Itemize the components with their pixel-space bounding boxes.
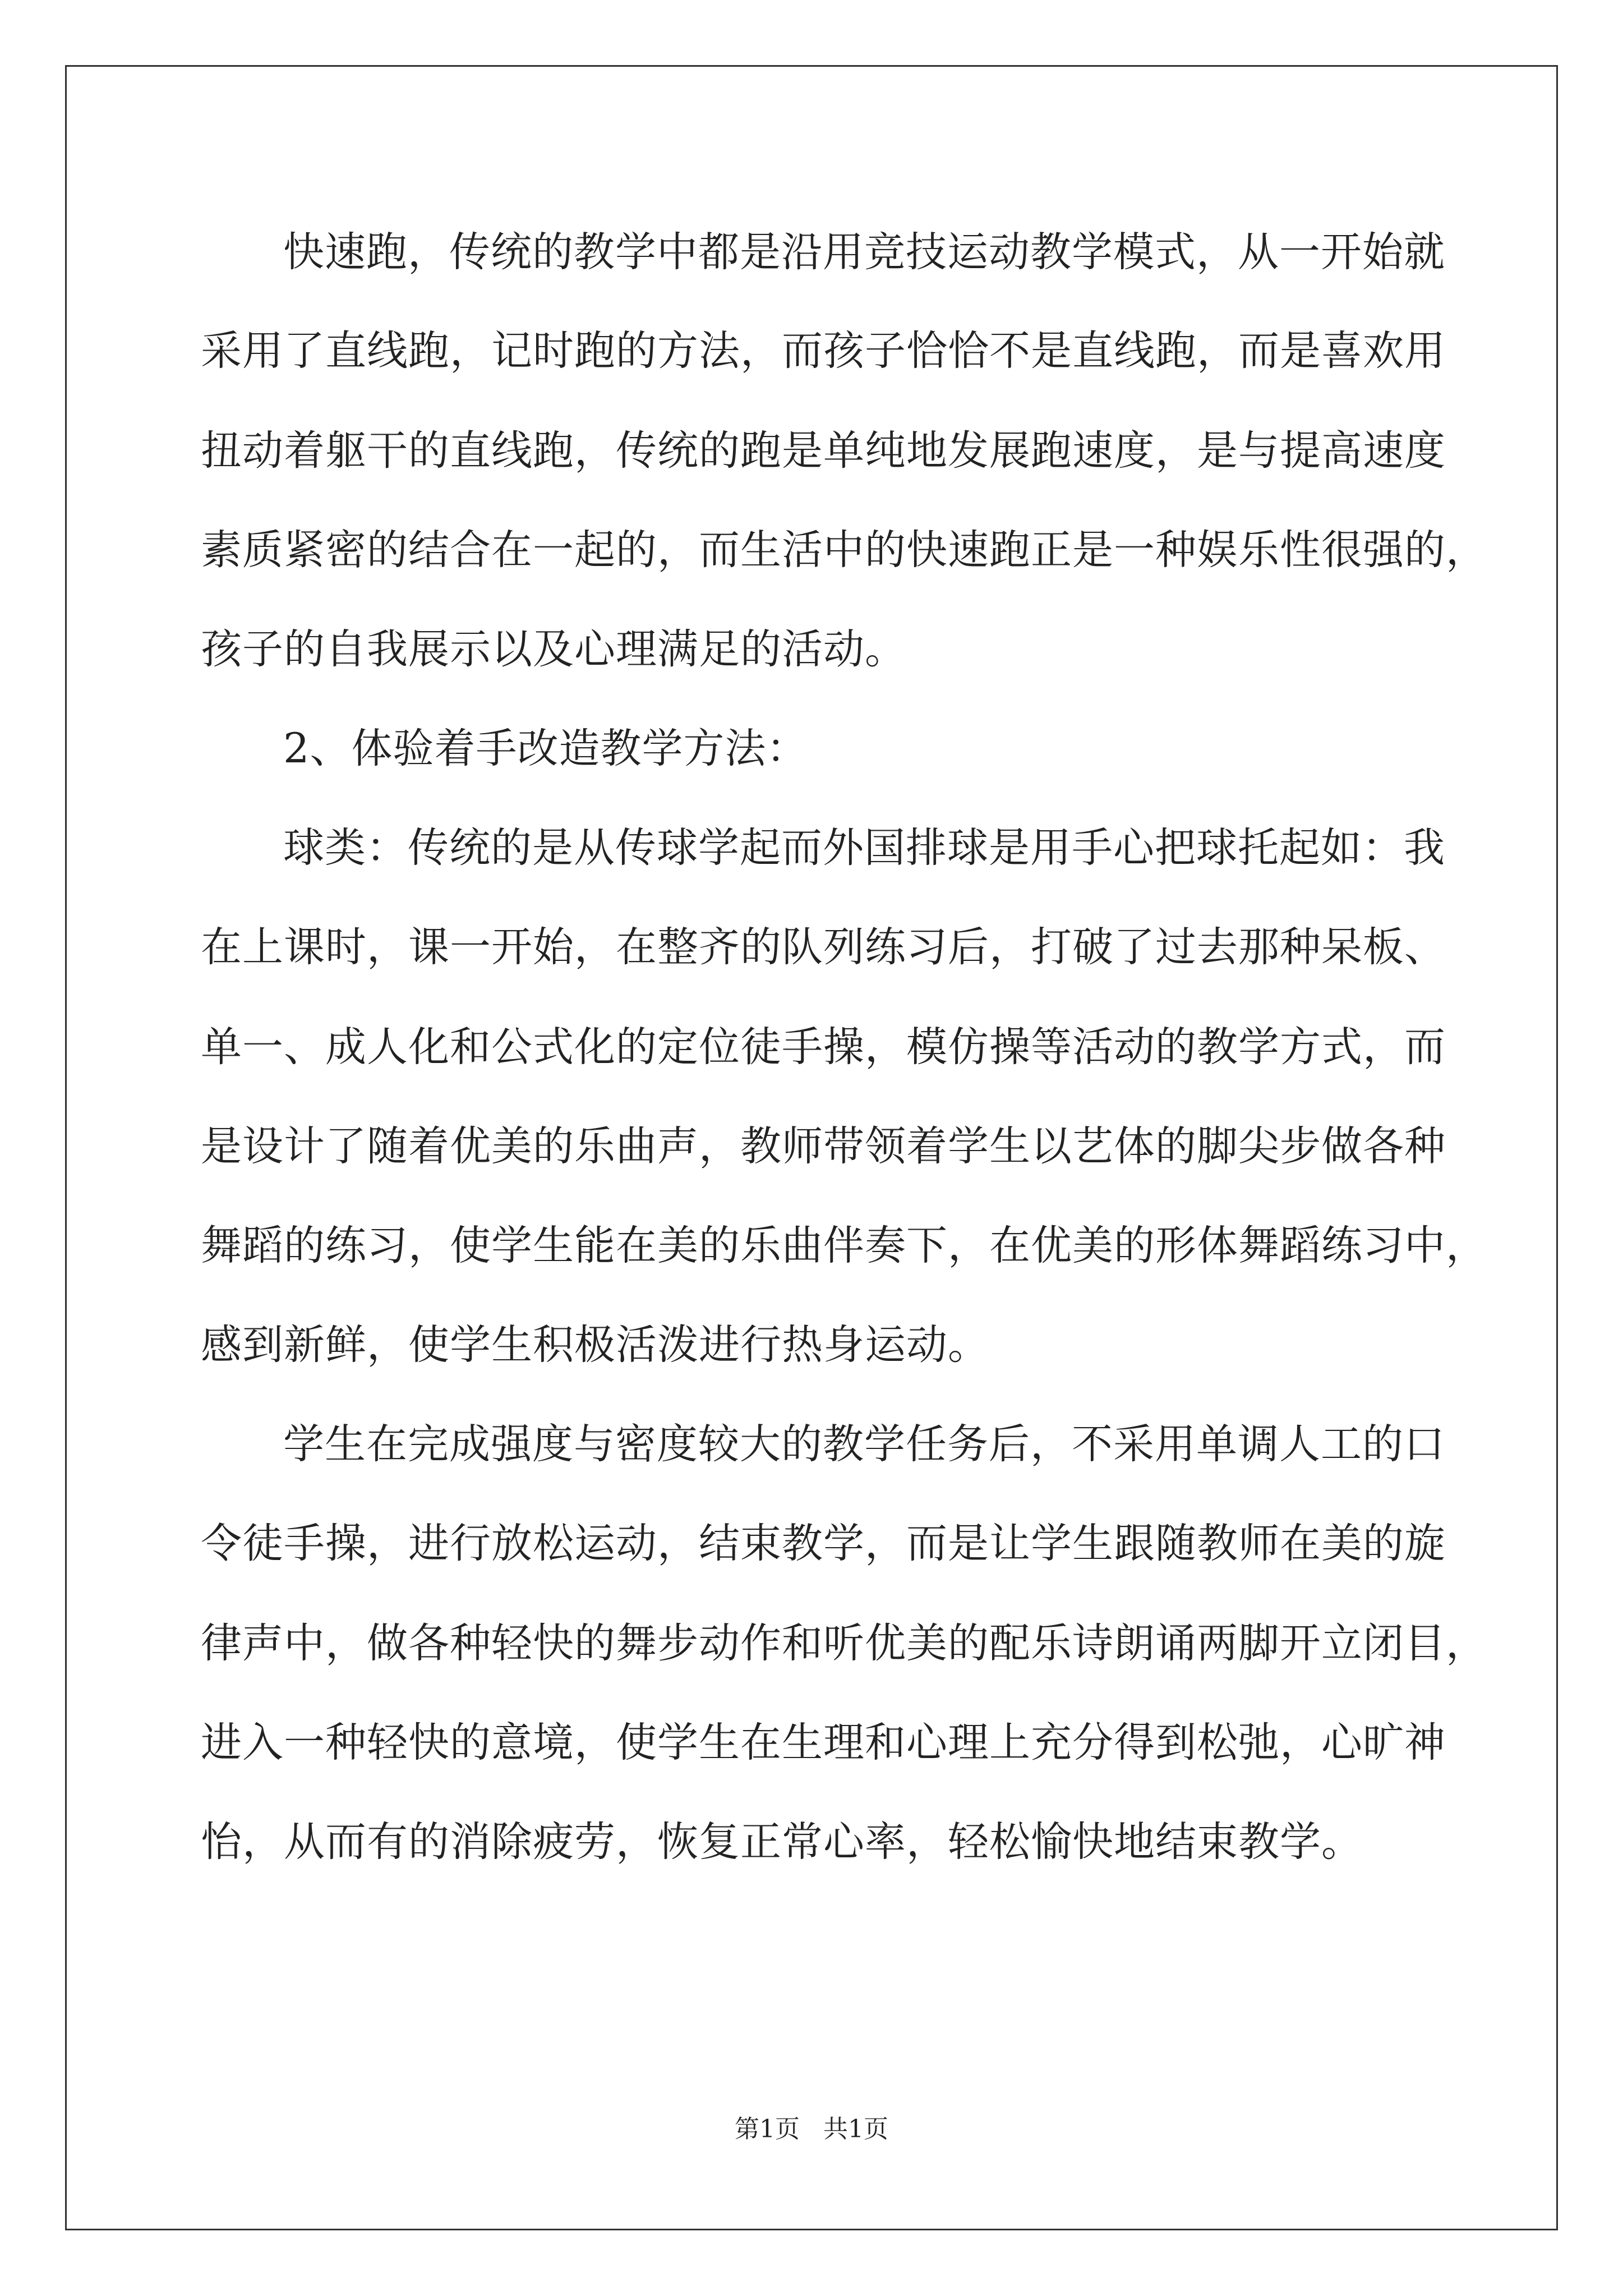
paragraph-4-line-2: 令徒手操，进行放松运动，结束教学，而是让学生跟随教师在美的旋 — [201, 1520, 1446, 1567]
paragraph-3-line-3: 单一、成人化和公式化的定位徒手操，模仿操等活动的教学方式，而 — [201, 1023, 1446, 1071]
paragraph-4-line-5: 怡，从而有的消除疲劳，恢复正常心率，轻松愉快地结束教学。 — [201, 1818, 1363, 1866]
paragraph-1-line-2: 采用了直线跑，记时跑的方法，而孩子恰恰不是直线跑，而是喜欢用 — [201, 327, 1446, 375]
paragraph-1-line-4: 素质紧密的结合在一起的，而生活中的快速跑正是一种娱乐性很强的， — [201, 526, 1487, 574]
paragraph-3-line-6: 感到新鲜，使学生积极活泼进行热身运动。 — [201, 1321, 989, 1369]
paragraph-1-line-5: 孩子的自我展示以及心理满足的活动。 — [201, 625, 906, 673]
paragraph-4-line-3: 律声中，做各种轻快的舞步动作和听优美的配乐诗朗诵两脚开立闭目， — [201, 1619, 1487, 1667]
page-number-total: 共1页 — [823, 2115, 888, 2143]
paragraph-3-line-1: 球类：传统的是从传球学起而外国排球是用手心把球托起如：我 — [283, 824, 1445, 872]
page-number-current: 第1页 — [735, 2115, 800, 2143]
section-heading: 2、体验着手改造教学方法： — [283, 725, 808, 772]
paragraph-1-line-1: 快速跑，传统的教学中都是沿用竞技运动教学模式，从一开始就 — [283, 228, 1445, 276]
paragraph-3-line-5: 舞蹈的练习，使学生能在美的乐曲伴奏下，在优美的形体舞蹈练习中， — [201, 1222, 1487, 1269]
paragraph-4-line-4: 进入一种轻快的意境，使学生在生理和心理上充分得到松弛，心旷神 — [201, 1719, 1446, 1766]
paragraph-4-line-1: 学生在完成强度与密度较大的教学任务后，不采用单调人工的口 — [283, 1420, 1445, 1468]
paragraph-1-line-3: 扭动着躯干的直线跑，传统的跑是单纯地发展跑速度，是与提高速度 — [201, 427, 1446, 475]
paragraph-3-line-4: 是设计了随着优美的乐曲声，教师带领着学生以艺体的脚尖步做各种 — [201, 1122, 1446, 1170]
paragraph-3-line-2: 在上课时，课一开始，在整齐的队列练习后，打破了过去那种呆板、 — [201, 923, 1446, 971]
page-footer — [0, 2114, 1623, 2145]
